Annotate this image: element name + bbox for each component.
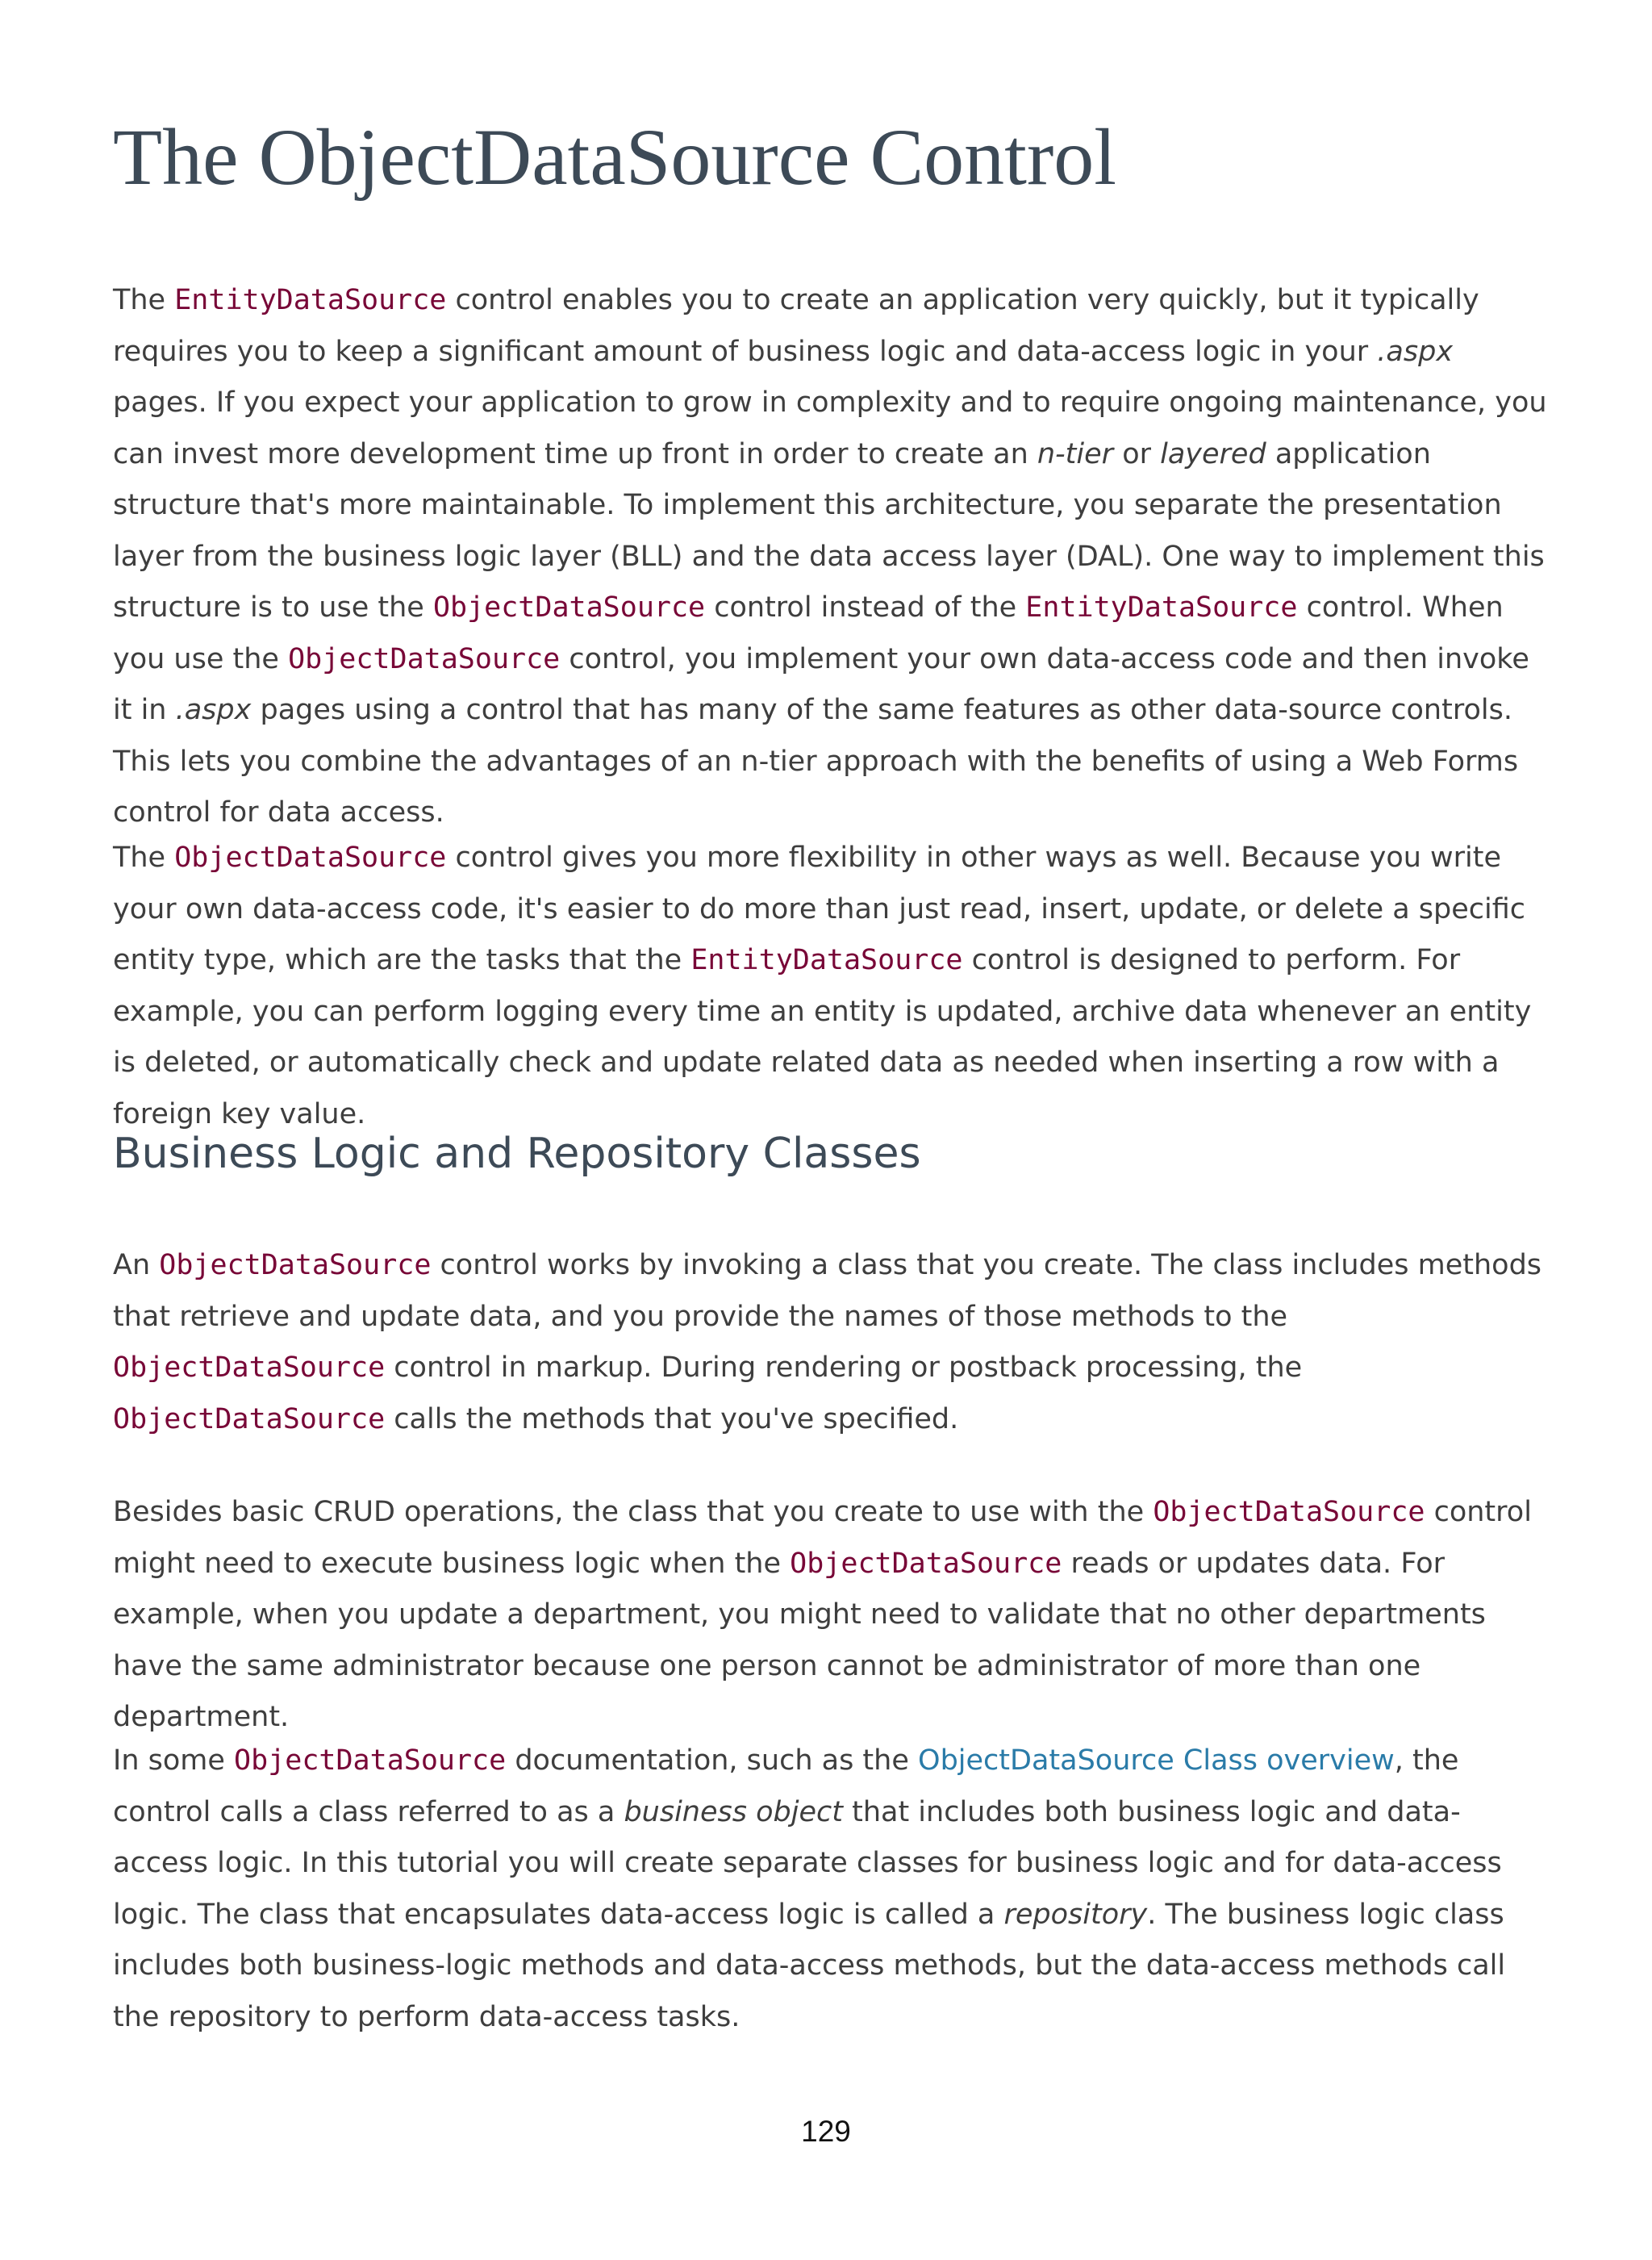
text-run: control, you implement your own data-access code and then invoke it in — [113, 642, 1529, 726]
page-number: 129 — [801, 2115, 851, 2148]
page-title: The ObjectDataSource Control — [113, 112, 1117, 202]
paragraph-intro — [113, 275, 1549, 839]
text-run: . The business logic class includes both business-logic methods and data-access methods, but the data-access methods call the repository to perform data-access tasks. — [113, 1898, 1506, 2033]
paragraph-flexibility — [113, 833, 1549, 1140]
code-term: ObjectDataSource — [432, 591, 706, 624]
text-run: control might need to execute business logic when the — [113, 1496, 1532, 1580]
text-run: documentation, such as the — [506, 1744, 919, 1777]
code-term: ObjectDataSource — [113, 1402, 386, 1435]
emphasis-term: n-tier — [1037, 437, 1114, 470]
code-term: ObjectDataSource — [234, 1744, 507, 1777]
text-run: control instead of the — [705, 591, 1026, 624]
text-run: Besides basic CRUD operations, the class that you create to use with the — [113, 1496, 1153, 1528]
code-term: ObjectDataSource — [113, 1351, 386, 1384]
code-term: EntityDataSource — [1025, 591, 1298, 624]
text-run: control is designed to perform. For example, you can perform logging every time an entity is updated, archive data whenever an entity is deleted, or automatically check and update related data as needed when inserting a row with a foreign key value. — [113, 944, 1532, 1130]
paragraph-invoking-class — [113, 1240, 1549, 1445]
text-run: pages. If you expect your application to grow in complexity and to require ongoing maintenance, you can invest more development time up front in order to create an — [113, 386, 1547, 470]
text-run: that includes both business logic and data-access logic. In this tutorial you will create separate classes for business logic and for data-access logic. The class that encapsulates data-access logic is called a — [113, 1795, 1502, 1931]
section-heading: Business Logic and Repository Classes — [113, 1130, 921, 1178]
paragraph-crud — [113, 1487, 1549, 1744]
text-run: control. When you use the — [113, 591, 1504, 675]
code-term: EntityDataSource — [174, 284, 447, 316]
code-term: ObjectDataSource — [159, 1249, 432, 1281]
emphasis-term: business object — [624, 1795, 843, 1828]
text-run: reads or updates data. For example, when you update a department, you might need to validate that no other departments have the same administrator because one person cannot be administrator of more than one department. — [113, 1547, 1486, 1733]
text-run: or — [1113, 437, 1161, 470]
emphasis-term: .aspx — [1377, 335, 1454, 368]
paragraph-repository — [113, 1736, 1549, 2043]
emphasis-term: repository — [1003, 1898, 1148, 1931]
objectdatasource-class-overview-link[interactable]: ObjectDataSource Class overview — [918, 1744, 1395, 1777]
code-term: ObjectDataSource — [174, 842, 447, 874]
text-run: control works by invoking a class that you create. The class includes methods that retrieve and update data, and you provide the names of those methods to the — [113, 1249, 1542, 1333]
emphasis-term: .aspx — [175, 694, 252, 726]
code-term: EntityDataSource — [690, 944, 963, 976]
text-run: The — [113, 284, 175, 316]
code-term: ObjectDataSource — [1153, 1496, 1425, 1528]
text-run: , the control calls a class referred to as a — [113, 1744, 1459, 1828]
text-run: application structure that's more maintainable. To implement this architecture, you separate the presentation layer from the business logic layer (BLL) and the data access layer (DAL). One way to implement this structure is to use the — [113, 437, 1545, 624]
text-run: An — [113, 1249, 160, 1281]
text-run: pages using a control that has many of the same features as other data-source controls. This lets you combine the advantages of an n-tier approach with the benefits of using a Web Forms control for data access. — [113, 694, 1519, 829]
emphasis-term: layered — [1160, 437, 1266, 470]
text-run: In some — [113, 1744, 235, 1777]
text-run: calls the methods that you've specified. — [385, 1402, 959, 1435]
text-run: control gives you more flexibility in other ways as well. Because you write your own data-access code, it's easier to do more than just read, insert, update, or delete a specific entity type, which are the tasks that the — [113, 842, 1526, 976]
text-run: control enables you to create an application very quickly, but it typically requires you to keep a significant amount of business logic and data-access logic in your — [113, 284, 1479, 368]
text-run: control in markup. During rendering or postback processing, the — [385, 1351, 1303, 1384]
code-term: ObjectDataSource — [790, 1547, 1062, 1580]
code-term: ObjectDataSource — [288, 642, 561, 675]
text-run: The — [113, 842, 175, 874]
